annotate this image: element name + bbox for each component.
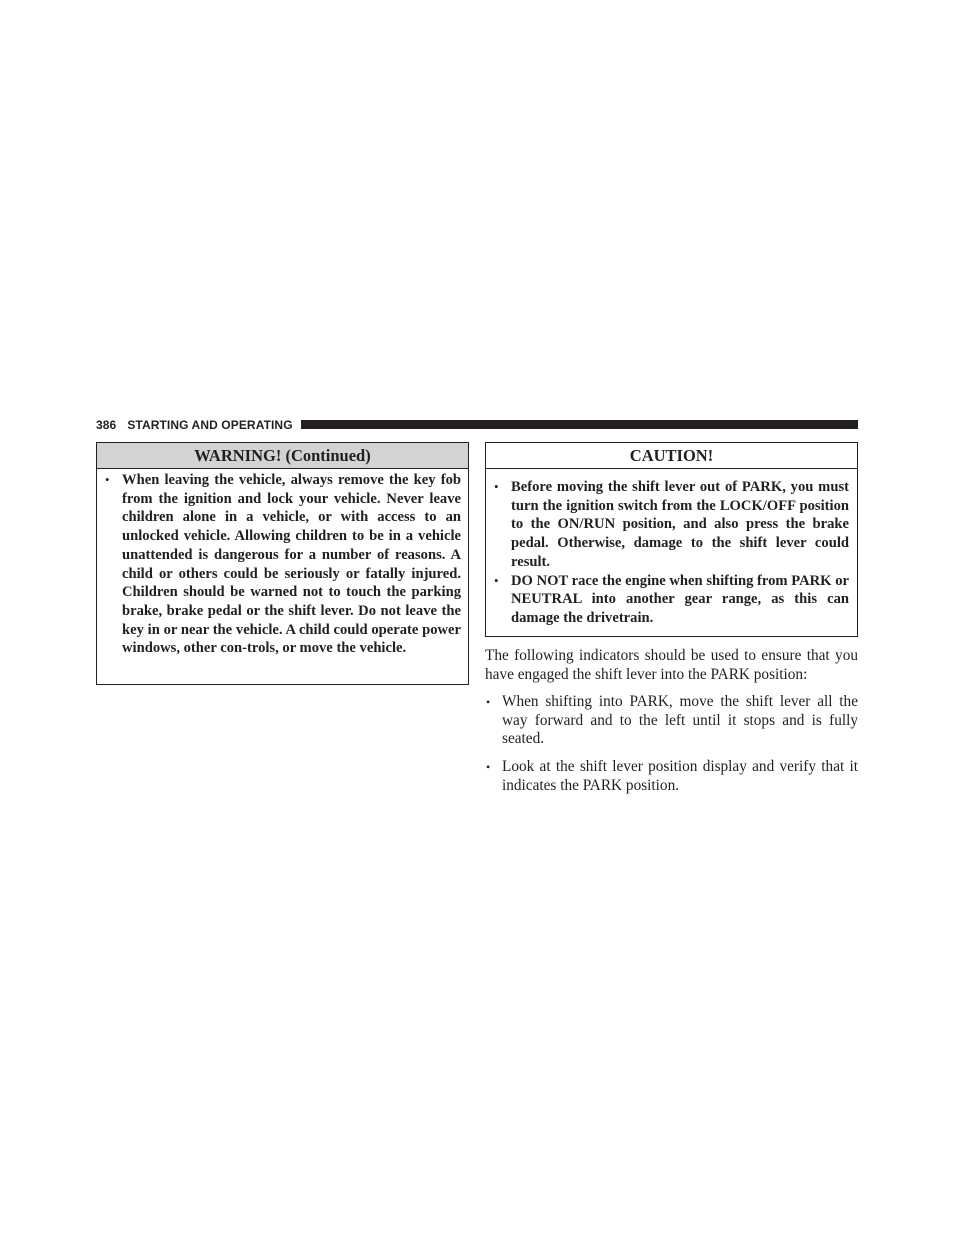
list-item-text: Look at the shift lever position display and verify that it indicates the PARK position. [502, 758, 858, 794]
warning-list [97, 469, 468, 658]
park-indicator-list [485, 693, 858, 805]
page-header [96, 417, 858, 432]
header-rule [301, 420, 858, 429]
warning-title: WARNING! (Continued) [97, 443, 468, 469]
caution-item-text: DO NOT race the engine when shifting from PARK or NEUTRAL into another gear range, as this can damage the drivetrain. [511, 572, 849, 626]
caution-list [486, 469, 857, 628]
intro-paragraph: The following indicators should be used to ensure that you have engaged the shift lever into the PARK position: [485, 647, 858, 683]
caution-title: CAUTION! [486, 443, 857, 469]
page-number: 386 [96, 417, 117, 432]
caution-box [485, 442, 858, 637]
warning-item-text: When leaving the vehicle, always remove the key fob from the ignition and lock your vehicle. Never leave children alone in a vehicle, or with access to an unlocked vehicle. Allowing children to be in a vehicle unattended is dangerous for a number of reasons. A child or others could be seriously or fatally injured. Children should be warned not to touch the parking brake, brake pedal or the shift lever. Do not leave the key in or near the vehicle. A child could operate power windows, other con-trols, or move the vehicle. [122, 472, 461, 657]
warning-box [96, 442, 469, 685]
bullet-icon: • [494, 479, 499, 494]
section-title: STARTING AND OPERATING [127, 417, 293, 432]
caution-item-text: Before moving the shift lever out of PARK, you must turn the ignition switch from the LOCK/OFF position to the ON/RUN position, and also press the brake pedal. Otherwise, damage to the shift lever could result. [511, 479, 849, 570]
bullet-icon: • [494, 572, 499, 588]
list-item-text: When shifting into PARK, move the shift lever all the way forward and to the left until it stops and is fully seated. [502, 693, 858, 748]
caution-item [494, 572, 849, 628]
caution-item [494, 478, 849, 572]
bullet-icon: • [105, 472, 110, 487]
bullet-icon: • [486, 760, 491, 775]
warning-item [105, 471, 461, 658]
list-item [485, 758, 858, 795]
bullet-icon: • [486, 695, 491, 709]
list-item [485, 693, 858, 749]
